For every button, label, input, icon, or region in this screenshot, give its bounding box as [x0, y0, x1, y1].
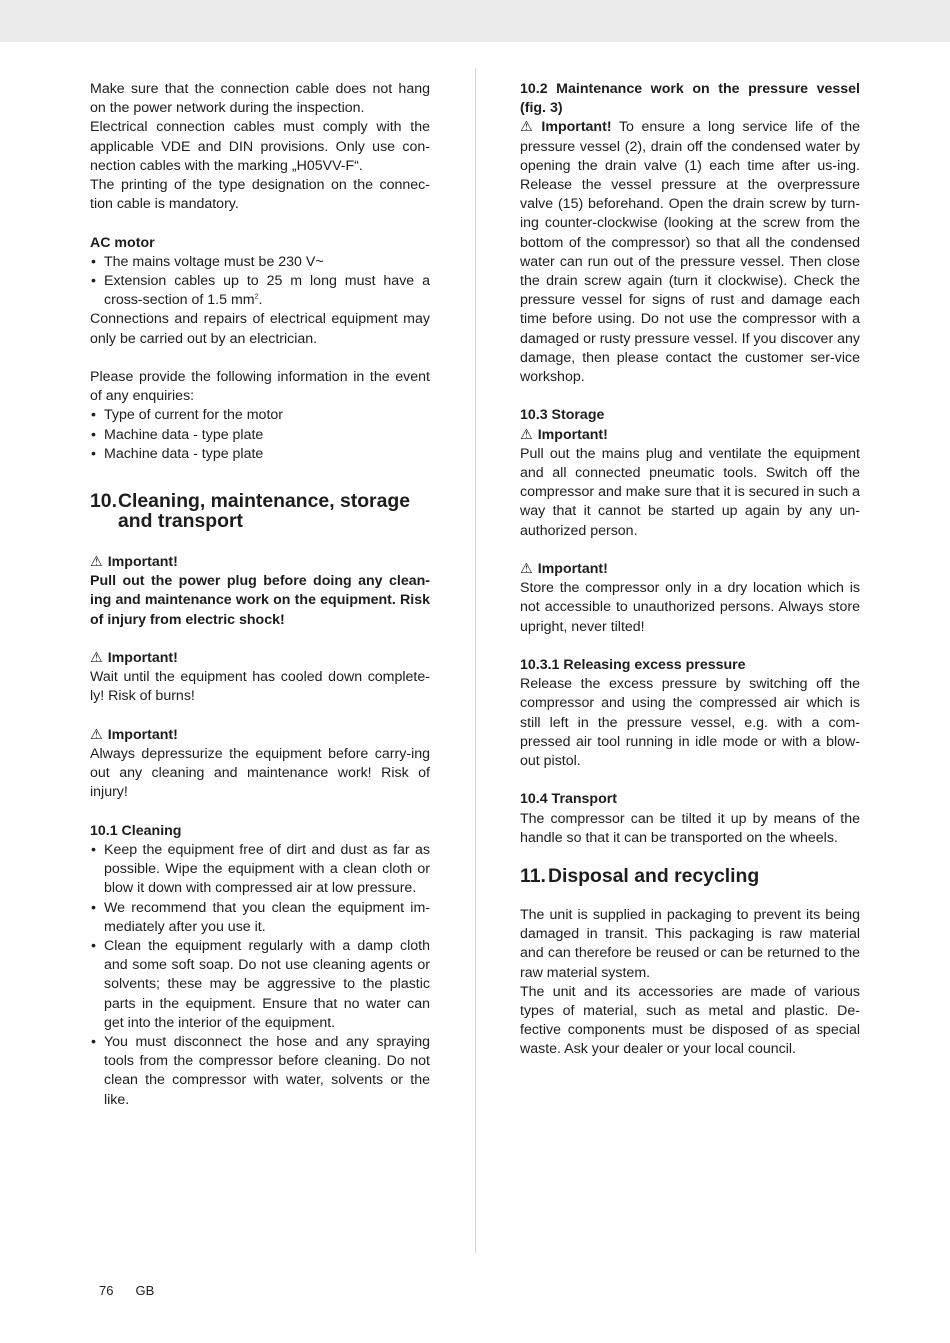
warning-triangle-icon: ⚠	[520, 426, 533, 443]
warning-heading: ⚠ Important!	[90, 726, 178, 743]
section-title: Cleaning, maintenance, storage and transport	[118, 490, 411, 533]
list-item-text: Extension cables up to 25 m long must have a cross-section of 1.5 mm	[104, 273, 430, 309]
warning-triangle-icon: ⚠	[520, 119, 537, 136]
cleaning-heading: 10.1 Cleaning	[90, 822, 182, 839]
language-code: GB	[135, 1283, 155, 1298]
section-11-heading	[520, 866, 860, 886]
warning-text-burns: Wait until the equipment has cooled down complete-ly! Risk of burns!	[90, 669, 430, 705]
right-column	[520, 80, 860, 1060]
warning-triangle-icon: ⚠	[90, 554, 103, 571]
column-divider	[475, 68, 476, 1253]
list-item: • The mains voltage must be 230 V~	[90, 253, 430, 272]
warning-heading: ⚠ Important!	[90, 554, 178, 571]
cleaning-list	[90, 841, 430, 1110]
section-number: 10.	[90, 490, 117, 513]
warning-heading: ⚠ Important!	[520, 561, 608, 578]
section-title: Disposal and recycling	[548, 865, 760, 888]
warning-label: ⚠ Important!	[520, 119, 612, 136]
storage-text-1: Pull out the mains plug and ventilate the equipment and all connected pneumatic tools. Switch off the compressor and make sure that it is secured in such a way that it cannot be started up again by any un-authorized person.	[520, 445, 860, 539]
warning-heading: ⚠ Important!	[90, 650, 178, 667]
warning-text-depressurize: Always depressurize the equipment before carry-ing out any cleaning and maintenance work! Risk of injury!	[90, 746, 430, 801]
list-item: • Machine data - type plate	[90, 426, 430, 445]
intro-paragraph-1: Make sure that the connection cable does not hang on the power network during the inspection.	[90, 81, 430, 117]
storage-heading: 10.3 Storage	[520, 407, 605, 424]
excess-pressure-heading: 10.3.1 Releasing excess pressure	[520, 657, 746, 674]
list-item: • Type of current for the motor	[90, 406, 430, 425]
transport-heading: 10.4 Transport	[520, 791, 617, 808]
list-item: • We recommend that you clean the equipment im-mediately after you use it.	[90, 899, 430, 937]
warning-triangle-icon: ⚠	[90, 726, 103, 743]
ac-motor-list	[90, 253, 430, 311]
warning-text-power-plug: Pull out the power plug before doing any clean-ing and maintenance work on the equipment. Risk of injury from electric shock!	[90, 573, 430, 628]
transport-text: The compressor can be tilted it up by means of the handle so that it can be transported on the wheels.	[520, 810, 860, 846]
list-item-suffix: .	[258, 292, 263, 309]
disposal-paragraph-2: The unit and its accessories are made of various types of material, such as metal and plastic. De-fective components must be disposed of as special waste. Ask your dealer or your local council.	[520, 983, 860, 1058]
maintenance-text: ⚠ Important! To ensure a long service life of the pressure vessel (2), drain off the condensed water by opening the drain valve (1) each time after us-ing. Release the vessel pressure at the overpressure valve (15) beforehand. Open the drain screw by turn-ing counter-clockwise (looking at the screw from the bottom of the compressor) so that all the condensed water can run out of the pressure vessel. Then close the drain screw again (turn it clockwise). Check the pressure vessel for signs of rust and damage each time before using. Do not use the compressor with a damaged or rusty pressure vessel. If you discover any damage, then please contact the customer ser-vice workshop.	[520, 119, 860, 386]
enquiries-list	[90, 406, 430, 464]
list-item: • Keep the equipment free of dirt and dust as far as possible. Wipe the equipment with a clean cloth or blow it down with compressed air at low pressure.	[90, 841, 430, 899]
excess-pressure-text: Release the excess pressure by switching off the compressor and using the compressed air which is still left in the pressure vessel, e.g. with a com-pressed air tool running in idle mode or with a blow-out pistol.	[520, 676, 860, 770]
superscript: 2	[254, 293, 259, 301]
list-item: • You must disconnect the hose and any spraying tools from the compressor before cleaning. Do not clean the compressor with water, solvents or the like.	[90, 1033, 430, 1110]
warning-heading: ⚠ Important!	[520, 426, 608, 443]
ac-motor-heading: AC motor	[90, 234, 155, 251]
intro-paragraph-2: Electrical connection cables must comply with the applicable VDE and DIN provisions. Only use con-nection cables with the marking „H05VV-F“.	[90, 119, 430, 174]
list-item: • Clean the equipment regularly with a damp cloth and some soft soap. Do not use cleaning agents or solvents; these may be aggressive to the plastic parts in the equipment. Ensure that no water can get into the interior of the equipment.	[90, 937, 430, 1033]
list-item: • Machine data - type plate	[90, 445, 430, 464]
enquiries-text: Please provide the following information in the event of any enquiries:	[90, 369, 430, 405]
intro-paragraph-3: The printing of the type designation on the connec-tion cable is mandatory.	[90, 177, 430, 213]
warning-triangle-icon: ⚠	[90, 650, 103, 667]
section-10-heading	[90, 491, 430, 531]
left-column	[90, 80, 430, 1110]
electrician-note: Connections and repairs of electrical equipment may only be carried out by an electrician.	[90, 311, 430, 347]
top-band	[0, 0, 950, 42]
warning-triangle-icon: ⚠	[520, 561, 533, 578]
page-number: 76	[99, 1283, 114, 1298]
storage-text-2: Store the compressor only in a dry location which is not accessible to unauthorized persons. Always store upright, never tilted!	[520, 580, 860, 635]
section-number: 11.	[520, 865, 546, 888]
disposal-paragraph-1: The unit is supplied in packaging to prevent its being damaged in transit. This packaging is raw material and can therefore be reused or can be returned to the raw material system.	[520, 907, 860, 981]
list-item	[90, 272, 430, 310]
maintenance-heading: 10.2 Maintenance work on the pressure vessel (fig. 3)	[520, 81, 860, 117]
page-footer	[99, 1283, 176, 1298]
